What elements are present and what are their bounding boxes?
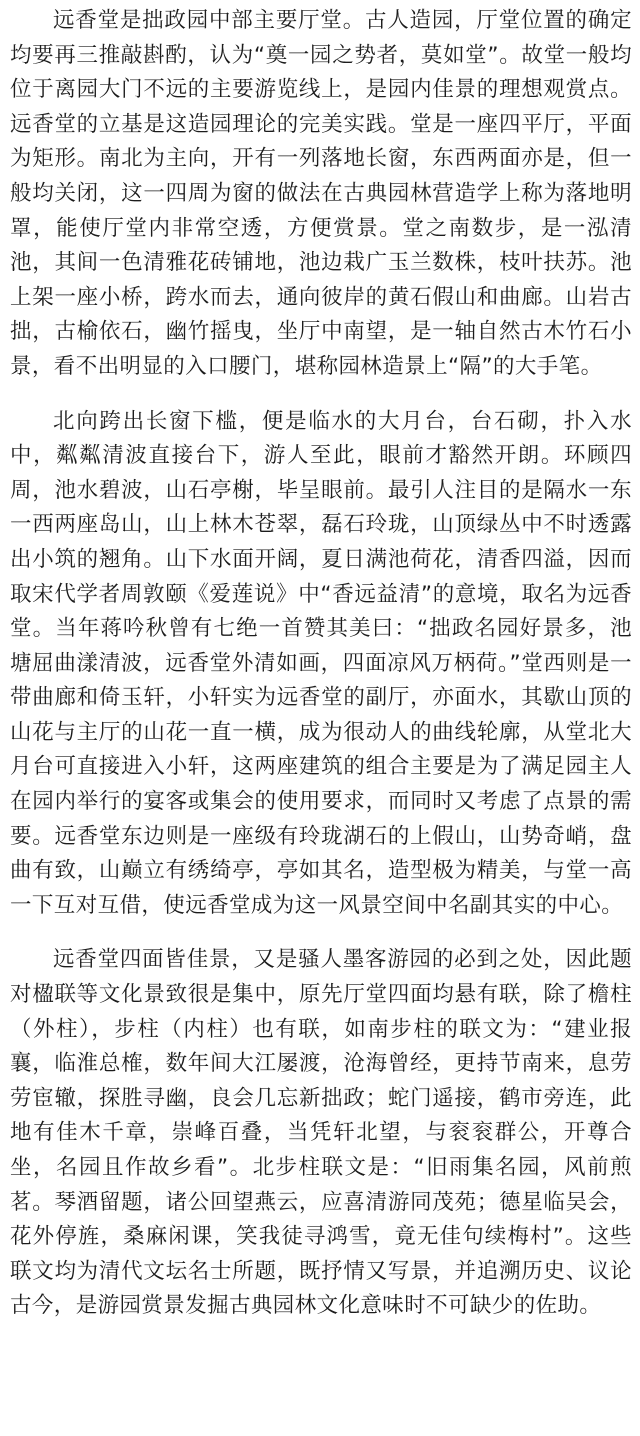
paragraph-couplets: 远香堂四面皆佳景，又是骚人墨客游园的必到之处，因此题对楹联等文化景致很是集中，原先厅堂四面均悬有联，除了檐柱（外柱），步柱（内柱）也有联，如南步柱的联文为：“建业报襄，临淮总榷，数年间大江屡渡，沧海曾经，更持节南来，息劳劳宦辙，探胜寻幽，良会几忘新拙政；蛇门遥接，鹤市旁连，此地有佳木千章，崇峰百叠，当凭轩北望，与衮衮群公，开尊合坐，名园且作故乡看”。北步柱联文是：“旧雨集名园，风前煎茗。琴酒留题，诸公回望燕云，应喜清游同茂苑；德星临吴会，花外停旌，桑麻闲课，笑我徒寻鸿雪，竟无佳句续梅村”。这些联文均为清代文坛名士所题，既抒情又写景，并追溯历史、议论古今，是游园赏景发掘古典园林文化意味时不可缺少的佐助。	[10, 947, 632, 1319]
paragraph-north-terrace-view: 北向跨出长窗下槛，便是临水的大月台，台石砌，扑入水中，粼粼清波直接台下，游人至此，眼前才豁然开朗。环顾四周，池水碧波，山石亭榭，毕呈眼前。最引人注目的是隔水一东一西两座岛山，山上林木苍翠，磊石玲珑，山顶绿丛中不时透露出小筑的翘角。山下水面开阔，夏日满池荷花，清香四溢，因而取宋代学者周敦颐《爱莲说》中“香远益清”的意境，取名为远香堂。当年蒋吟秋曾有七绝一首赞其美曰：“拙政名园好景多，池塘屈曲漾清波，远香堂外清如画，四面凉风万柄荷。”堂西则是一带曲廊和倚玉轩，小轩实为远香堂的副厅，亦面水，其歇山顶的山花与主厅的山花一直一横，成为很动人的曲线轮廓，从堂北大月台可直接进入小轩，这两座建筑的组合主要是为了满足园主人在园内举行的宴客或集会的使用要求，而同时又考虑了点景的需要。远香堂东边则是一座级有玲珑湖石的上假山，山势奇峭，盘曲有致，山巅立有绣绮亭，亭如其名，造型极为精美，与堂一高一下互对互借，使远香堂成为这一风景空间中名副其实的中心。	[10, 408, 632, 918]
paragraph-yuanxiang-hall-intro: 远香堂是拙政园中部主要厅堂。古人造园，厅堂位置的确定均要再三推敲斟酌，认为“奠一园之势者，莫如堂”。故堂一般均位于离园大门不远的主要游览线上，是园内佳景的理想观赏点。远香堂的立基是这造园理论的完美实践。堂是一座四平厅，平面为矩形。南北为主向，开有一列落地长窗，东西两面亦是，但一般均关闭，这一四周为窗的做法在古典园林营造学上称为落地明罩，能使厅堂内非常空透，方便赏景。堂之南数步，是一泓清池，其间一色清雅花砖铺地，池边栽广玉兰数株，枝叶扶苏。池上架一座小桥，跨水而去，通向彼岸的黄石假山和曲廊。山岩古拙，古榆依石，幽竹摇曳，坐厅中南望，是一轴自然古木竹石小景，看不出明显的入口腰门，堪称园林造景上“隔”的大手笔。	[10, 8, 632, 379]
